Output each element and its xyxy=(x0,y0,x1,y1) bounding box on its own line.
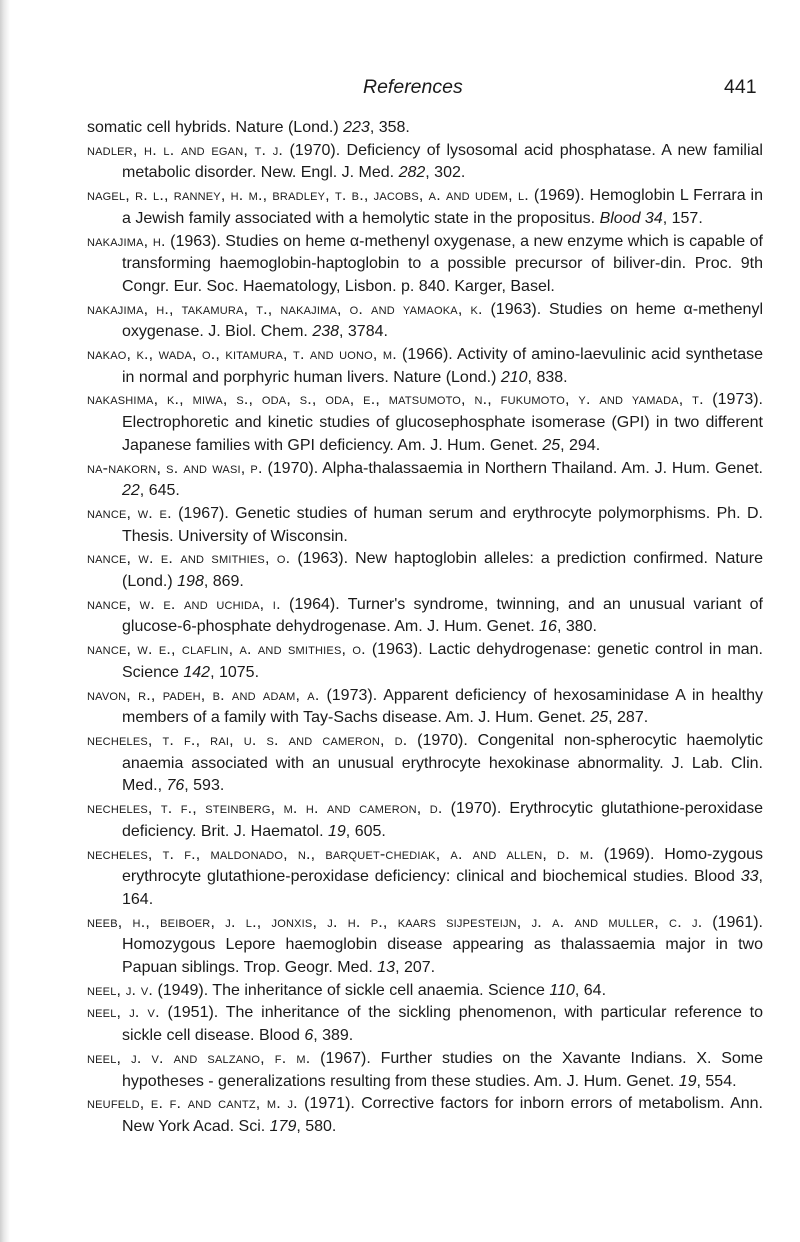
reference-text: (1967). Genetic studies of human serum and erythrocyte polymorphisms. Ph. D. Thesis. University of Wisconsin. xyxy=(122,504,763,545)
reference-entry xyxy=(87,639,763,684)
reference-authors: nagel, r. l., ranney, h. m., bradley, t. b., jacobs, a. and udem, l. xyxy=(87,187,529,205)
reference-text: (1973). Electrophoretic and kinetic studies of glucosephosphate isomerase (GPI) in two different Japanese families with GPI deficiency. Am. J. Hum. Genet. xyxy=(122,391,764,454)
reference-entry xyxy=(87,503,763,548)
reference-pages: , 605. xyxy=(345,822,386,840)
reference-pages: , 869. xyxy=(203,573,244,591)
reference-text: (1963). Lactic dehydrogenase: genetic control in man. Science xyxy=(122,641,763,681)
reference-authors: necheles, t. f., rai, u. s. and cameron, d. xyxy=(87,731,408,749)
reference-authors: nakajima, h. xyxy=(87,232,166,250)
reference-entry xyxy=(87,548,763,593)
scan-edge-shadow xyxy=(0,0,10,1242)
reference-text: (1971). Corrective factors for inborn errors of metabolism. Ann. New York Acad. Sci. xyxy=(122,1095,763,1135)
reference-entry xyxy=(87,389,763,457)
reference-text: (1970). Alpha-thalassaemia in Northern Thailand. Am. J. Hum. Genet. xyxy=(262,459,763,477)
reference-entry xyxy=(87,231,763,299)
reference-entry xyxy=(87,798,763,843)
reference-text: (1963). Studies on heme α-methenyl oxygenase. J. Biol. Chem. xyxy=(122,300,763,341)
reference-entry xyxy=(87,140,763,185)
reference-text: (1961). Homozygous Lepore haemoglobin disease appearing as thalassaemia major in two Papuan siblings. Trop. Geogr. Med. xyxy=(122,913,763,977)
reference-text: (1970). Congenital non-spherocytic haemolytic anaemia associated with an unusual erythrocyte hexokinase abnormality. J. Lab. Clin. Med., xyxy=(122,731,763,795)
reference-entry xyxy=(87,685,763,730)
reference-pages: , 3784. xyxy=(339,323,388,341)
reference-authors: necheles, t. f., steinberg, m. h. and cameron, d. xyxy=(87,800,443,818)
reference-authors: navon, r., padeh, b. and adam, a. xyxy=(87,686,320,704)
page-number: 441 xyxy=(724,76,757,98)
reference-pages: , 294. xyxy=(560,436,601,454)
reference-pages: , 593. xyxy=(184,777,225,795)
reference-entry xyxy=(87,594,763,639)
running-title: References xyxy=(363,76,463,98)
reference-text: (1949). The inheritance of sickle cell anaemia. Science xyxy=(153,981,550,999)
reference-authors: nance, w. e. and uchida, i. xyxy=(87,595,281,613)
reference-pages: , 302. xyxy=(425,164,466,182)
reference-authors: nadler, h. l. and egan, t. j. xyxy=(87,141,284,159)
reference-pages: , 207. xyxy=(395,959,436,977)
reference-entry xyxy=(87,730,763,798)
reference-text: (1973). Apparent deficiency of hexosaminidase A in healthy members of a family with Tay-Sachs disease. Am. J. Hum. Genet. xyxy=(122,686,763,727)
reference-volume: 210 xyxy=(500,368,528,386)
reference-volume: 19 xyxy=(678,1072,697,1090)
reference-list xyxy=(87,117,763,1139)
reference-entry xyxy=(87,344,763,389)
reference-authors: nakao, k., wada, o., kitamura, t. and uono, m. xyxy=(87,346,397,364)
reference-text: (1969). Homo-zygous erythrocyte glutathione-peroxidase deficiency: clinical and biochemical studies. Blood xyxy=(122,845,763,886)
reference-text: (1966). Activity of amino-laevulinic acid synthetase in normal and porphyric human livers. Nature (Lond.) xyxy=(122,346,764,386)
reference-authors: necheles, t. f., maldonado, n., barquet-chediak, a. and allen, d. m. xyxy=(87,845,594,863)
reference-text: (1970). Erythrocytic glutathione-peroxidase deficiency. Brit. J. Haematol. xyxy=(122,800,763,840)
reference-volume: 13 xyxy=(377,959,396,977)
reference-text: (1967). Further studies on the Xavante Indians. X. Some hypotheses - generalizations resulting from these studies. Am. J. Hum. Genet. xyxy=(122,1049,764,1090)
reference-pages: , 380. xyxy=(556,618,597,636)
reference-volume: 282 xyxy=(398,164,426,182)
reference-entry xyxy=(87,1093,763,1138)
reference-volume: 19 xyxy=(328,822,346,840)
reference-volume: 223 xyxy=(343,119,370,136)
reference-authors: nance, w. e. xyxy=(87,504,172,522)
reference-volume: 198 xyxy=(177,573,204,591)
reference-pages: , 358. xyxy=(369,119,410,136)
reference-authors: nakajima, h., takamura, t., nakajima, o. and yamaoka, k. xyxy=(87,300,483,318)
reference-volume: 110 xyxy=(549,981,575,999)
reference-volume: 142 xyxy=(183,663,211,681)
reference-text: (1951). The inheritance of the sickling phenomenon, with particular reference to sickle cell disease. Blood xyxy=(122,1004,764,1045)
reference-pages: , 164. xyxy=(122,868,763,908)
reference-authors: neel, j. v. and salzano, f. m. xyxy=(87,1049,311,1067)
reference-text: (1964). Turner's syndrome, twinning, and an unusual variant of glucose-6-phosphate dehydrogenase. Am. J. Hum. Genet. xyxy=(122,595,764,636)
reference-volume: 179 xyxy=(269,1117,297,1135)
page-header xyxy=(0,76,800,100)
reference-volume: Blood 34 xyxy=(599,209,663,227)
reference-text: somatic cell hybrids. Nature (Lond.) xyxy=(87,119,344,136)
reference-volume: 76 xyxy=(166,777,185,795)
reference-authors: neeb, h., beiboer, j. l., jonxis, j. h. p., kaars sijpesteijn, j. a. and muller, c. j. xyxy=(87,913,703,931)
reference-volume: 22 xyxy=(122,482,140,500)
reference-entry xyxy=(87,1002,763,1047)
reference-entry xyxy=(87,117,763,140)
reference-authors: na-nakorn, s. and wasi, p. xyxy=(87,459,263,477)
reference-entry xyxy=(87,299,763,344)
reference-entry xyxy=(87,980,763,1003)
reference-authors: nance, w. e. and smithies, o. xyxy=(87,550,291,568)
reference-authors: neufeld, e. f. and cantz, m. j. xyxy=(87,1095,298,1113)
reference-entry xyxy=(87,185,763,230)
reference-pages: , 838. xyxy=(527,368,568,386)
reference-entry xyxy=(87,458,763,503)
reference-authors: nance, w. e., claflin, a. and smithies, o. xyxy=(87,641,366,659)
reference-pages: , 645. xyxy=(139,482,180,500)
reference-entry xyxy=(87,1048,763,1093)
reference-pages: , 580. xyxy=(296,1117,337,1135)
reference-pages: , 64. xyxy=(574,981,607,999)
reference-volume: 238 xyxy=(312,323,340,341)
reference-pages: , 389. xyxy=(313,1027,354,1045)
reference-authors: nakashima, k., miwa, s., oda, s., oda, e., matsumoto, n., fukumoto, y. and yamada, t. xyxy=(87,391,704,409)
reference-pages: , 157. xyxy=(662,209,703,227)
reference-volume: 25 xyxy=(542,436,561,454)
reference-pages: , 554. xyxy=(696,1072,737,1090)
reference-volume: 16 xyxy=(539,618,557,636)
reference-volume: 6 xyxy=(304,1027,314,1045)
reference-text: (1963). New haptoglobin alleles: a prediction confirmed. Nature (Lond.) xyxy=(122,550,763,591)
reference-text: (1969). Hemoglobin L Ferrara in a Jewish family associated with a hemolytic state in the propositus. xyxy=(122,187,764,227)
reference-text: (1963). Studies on heme α-methenyl oxygenase, a new enzyme which is capable of transforming haemoglobin-haptoglobin to a possible precursor of biliver-din. Proc. 9th Congr. Eur. Soc. Haematology, Lisbon. p. 840. Karger, Basel. xyxy=(122,232,763,295)
reference-volume: 33 xyxy=(740,868,759,886)
reference-entry xyxy=(87,912,763,980)
reference-entry xyxy=(87,844,763,912)
reference-authors: neel, j. v. xyxy=(87,1004,160,1022)
reference-volume: 25 xyxy=(590,709,609,727)
reference-authors: neel, j. v. xyxy=(87,981,153,999)
reference-pages: , 1075. xyxy=(210,663,260,681)
reference-text: (1970). Deficiency of lysosomal acid phosphatase. A new familial metabolic disorder. New. Engl. J. Med. xyxy=(122,141,763,182)
reference-pages: , 287. xyxy=(608,709,649,727)
